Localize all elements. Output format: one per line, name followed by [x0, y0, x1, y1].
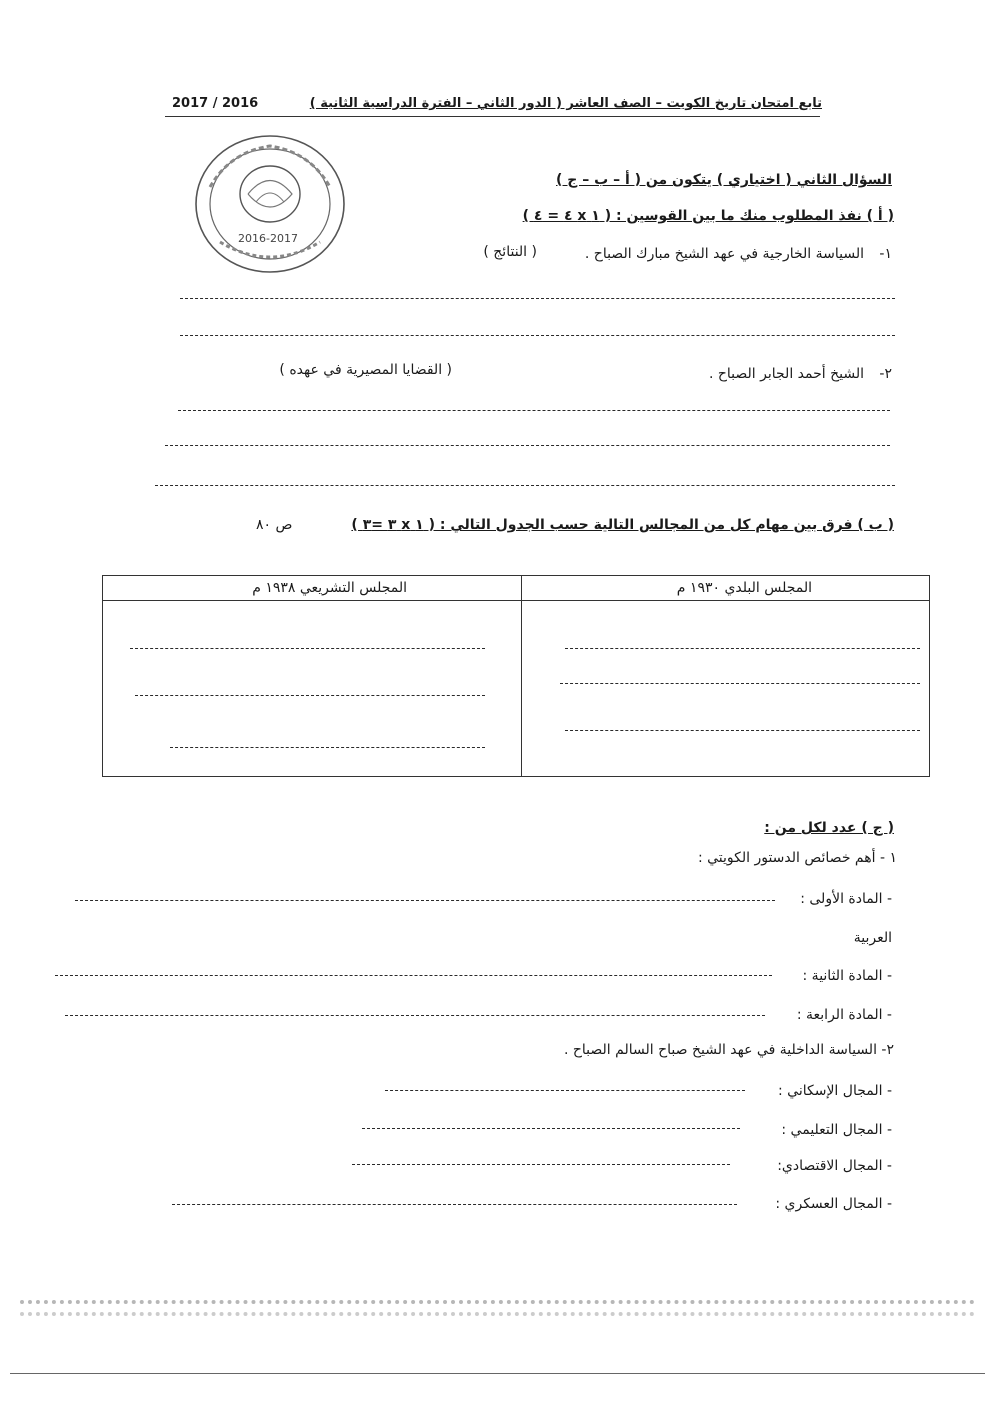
- table-header-municipal-council: المجلس البلدي ١٩٣٠ م: [676, 580, 812, 596]
- scan-noise: [20, 1300, 975, 1304]
- housing-field-label: - المجال الإسكاني :: [777, 1083, 892, 1099]
- answer-line: [352, 1164, 730, 1165]
- bottom-rule: [10, 1373, 985, 1374]
- military-field-label: - المجال العسكري :: [775, 1196, 892, 1212]
- answer-line: [178, 410, 890, 411]
- answer-line: [560, 683, 920, 684]
- answer-line: [385, 1090, 745, 1091]
- article-two-label: - المادة الثانية :: [802, 968, 892, 984]
- answer-line: [165, 445, 890, 446]
- answer-line: [180, 335, 895, 336]
- answer-line: [130, 648, 485, 649]
- seal-year: 2016-2017: [238, 232, 298, 245]
- answer-line: [172, 1204, 737, 1205]
- item-a1-task: ( النتائج ): [483, 244, 537, 260]
- header-underline: [165, 116, 820, 117]
- answer-line: [55, 975, 772, 976]
- part-a-label: ( أ ) نفذ المطلوب منك ما بين القوسين : ( ١ x ٤ = ٤ ): [522, 208, 894, 224]
- education-field-label: - المجال التعليمي :: [781, 1122, 892, 1138]
- answer-line: [180, 298, 895, 299]
- table-header-divider: [102, 600, 930, 601]
- part-b-page-ref: ص ٨٠: [256, 517, 293, 533]
- part-c-label: ( ج ) عدد لكل من :: [764, 820, 894, 836]
- part-c-item1-title: ١ - أهم خصائص الدستور الكويتي :: [697, 850, 897, 866]
- article-one-continuation: العربية: [853, 930, 892, 946]
- table-column-divider: [521, 575, 522, 777]
- table-header-legislative-council: المجلس التشريعي ١٩٣٨ م: [252, 580, 407, 596]
- article-one-label: - المادة الأولى :: [800, 891, 892, 907]
- item-a2-number: ٢-: [879, 366, 892, 382]
- answer-line: [65, 1015, 765, 1016]
- answer-line: [135, 695, 485, 696]
- item-a2-text: الشيخ أحمد الجابر الصباح .: [708, 366, 864, 382]
- answer-line: [170, 747, 485, 748]
- answer-line: [75, 900, 775, 901]
- article-four-label: - المادة الرابعة :: [796, 1007, 892, 1023]
- exam-header-year: 2017 / 2016: [172, 96, 259, 111]
- answer-line: [362, 1128, 740, 1129]
- question-two-title: السؤال الثاني ( اختياري ) يتكون من ( أ – ب – ج ): [556, 172, 892, 188]
- exam-header-title: تابع امتحان تاريخ الكويت – الصف العاشر ( الدور الثاني – الفترة الدراسية الثانية ): [309, 96, 822, 111]
- economic-field-label: - المجال الاقتصادي:: [777, 1158, 892, 1174]
- answer-line: [565, 648, 920, 649]
- part-b-label: ( ب ) فرق بين مهام كل من المجالس التالية حسب الجدول التالي : ( ١ x ٣ =٣ ): [351, 517, 894, 533]
- part-c-item2-title: ٢- السياسة الداخلية في عهد الشيخ صباح السالم الصباح .: [563, 1042, 894, 1058]
- item-a2-task: ( القضايا المصيرية في عهده ): [279, 362, 452, 378]
- item-a1-number: ١-: [879, 246, 892, 262]
- item-a1-text: السياسة الخارجية في عهد الشيخ مبارك الصباح .: [584, 246, 864, 262]
- school-seal: [190, 132, 350, 282]
- scan-noise: [20, 1312, 975, 1316]
- answer-line: [565, 730, 920, 731]
- answer-line: [155, 485, 895, 486]
